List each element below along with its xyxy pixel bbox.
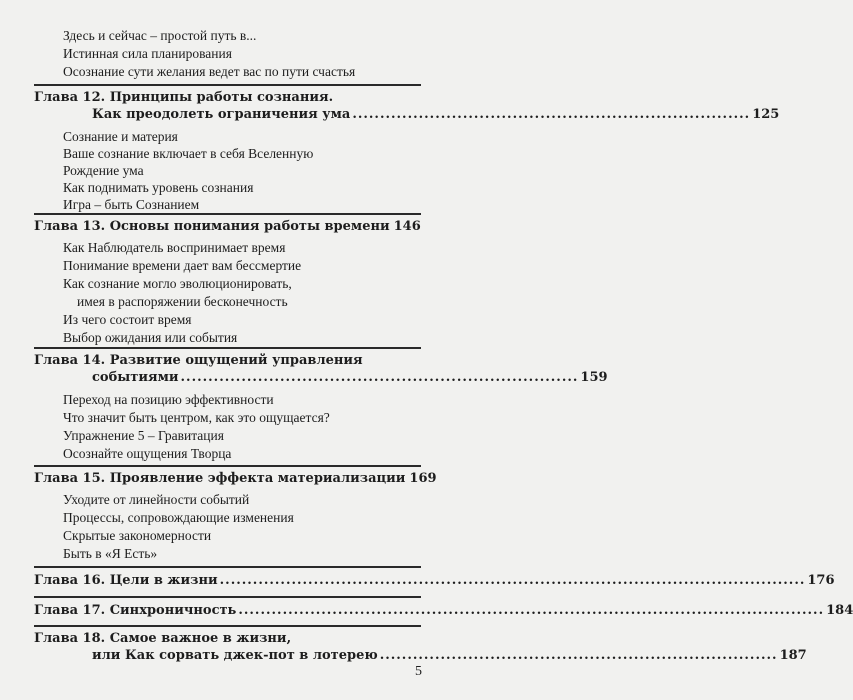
chapter-page-number: 159	[580, 370, 608, 385]
toc-subitem: Сознание и материя	[63, 129, 178, 144]
divider	[34, 465, 421, 467]
leader-dots: ..........................................................................................................	[219, 573, 806, 588]
toc-subitem: Как Наблюдатель воспринимает время	[63, 240, 286, 255]
leader-dots: ..........................................................................................................	[238, 603, 825, 618]
toc-subitem: Осознание сути желания ведет вас по пути счастья	[63, 64, 356, 79]
toc-subitem: Как сознание могло эволюционировать,	[63, 276, 292, 291]
chapter-title: Глава 17. Синхроничность	[34, 603, 237, 618]
toc-subitem: Упражнение 5 – Гравитация	[63, 428, 224, 443]
toc-subitem: Переход на позицию эффективности	[63, 392, 274, 407]
chapter-entry	[34, 630, 807, 664]
toc-subitem: Здесь и сейчас – простой путь в...	[63, 28, 257, 43]
chapter-page-number: 146	[393, 219, 421, 234]
divider	[34, 625, 421, 627]
chapter-entry	[34, 470, 437, 487]
divider	[34, 84, 421, 86]
divider	[34, 347, 421, 349]
toc-subitem: Что значит быть центром, как это ощущается?	[63, 410, 330, 425]
toc-subitem: Осознайте ощущения Творца	[63, 446, 232, 461]
toc-subitem: Выбор ожидания или события	[63, 330, 238, 345]
chapter-title: Глава 13. Основы понимания работы времени	[34, 219, 390, 234]
leader-dots: ........................................................................	[352, 107, 751, 122]
toc-subitem: Быть в «Я Есть»	[63, 546, 158, 561]
toc-subitem: Ваше сознание включает в себя Вселенную	[63, 146, 314, 161]
page-number: 5	[415, 664, 422, 679]
toc-subitem: Игра – быть Сознанием	[63, 197, 200, 212]
toc-subitem: Как поднимать уровень сознания	[63, 180, 254, 195]
divider	[34, 596, 421, 598]
chapter-title-cont: событиями	[92, 370, 179, 385]
chapter-title-cont: Как преодолеть ограничения ума	[92, 107, 351, 122]
leader-dots: ........................................................................	[379, 648, 778, 663]
chapter-title: Глава 16. Цели в жизни	[34, 573, 218, 588]
toc-subitem: Понимание времени дает вам бессмертие	[63, 258, 302, 273]
chapter-entry	[34, 352, 608, 386]
chapter-page-number: 125	[752, 107, 780, 122]
chapter-entry	[34, 89, 780, 123]
chapter-entry	[34, 218, 420, 235]
toc-subitem: Из чего состоит время	[63, 312, 192, 327]
chapter-title: Глава 18. Самое важное в жизни,	[34, 631, 292, 646]
toc-subitem: Уходите от линейности событий	[63, 492, 250, 507]
chapter-title: Глава 12. Принципы работы сознания.	[34, 90, 334, 105]
toc-subitem: Скрытые закономерности	[63, 528, 212, 543]
chapter-title-cont: или Как сорвать джек-пот в лотерею	[92, 648, 378, 663]
chapter-page-number: 176	[807, 573, 835, 588]
chapter-page-number: 187	[779, 648, 807, 663]
chapter-entry	[34, 602, 853, 619]
leader-dots: ........................................................................	[180, 370, 579, 385]
toc-subitem: Истинная сила планирования	[63, 46, 232, 61]
divider	[34, 566, 421, 568]
toc-subitem: имея в распоряжении бесконечность	[77, 294, 288, 309]
divider	[34, 213, 421, 215]
chapter-entry	[34, 572, 835, 589]
chapter-page-number: 169	[409, 471, 437, 486]
chapter-title: Глава 15. Проявление эффекта материализации	[34, 471, 406, 486]
chapter-title: Глава 14. Развитие ощущений управления	[34, 353, 363, 368]
toc-subitem: Процессы, сопровождающие изменения	[63, 510, 294, 525]
toc-subitem: Рождение ума	[63, 163, 144, 178]
chapter-page-number: 184	[826, 603, 853, 618]
